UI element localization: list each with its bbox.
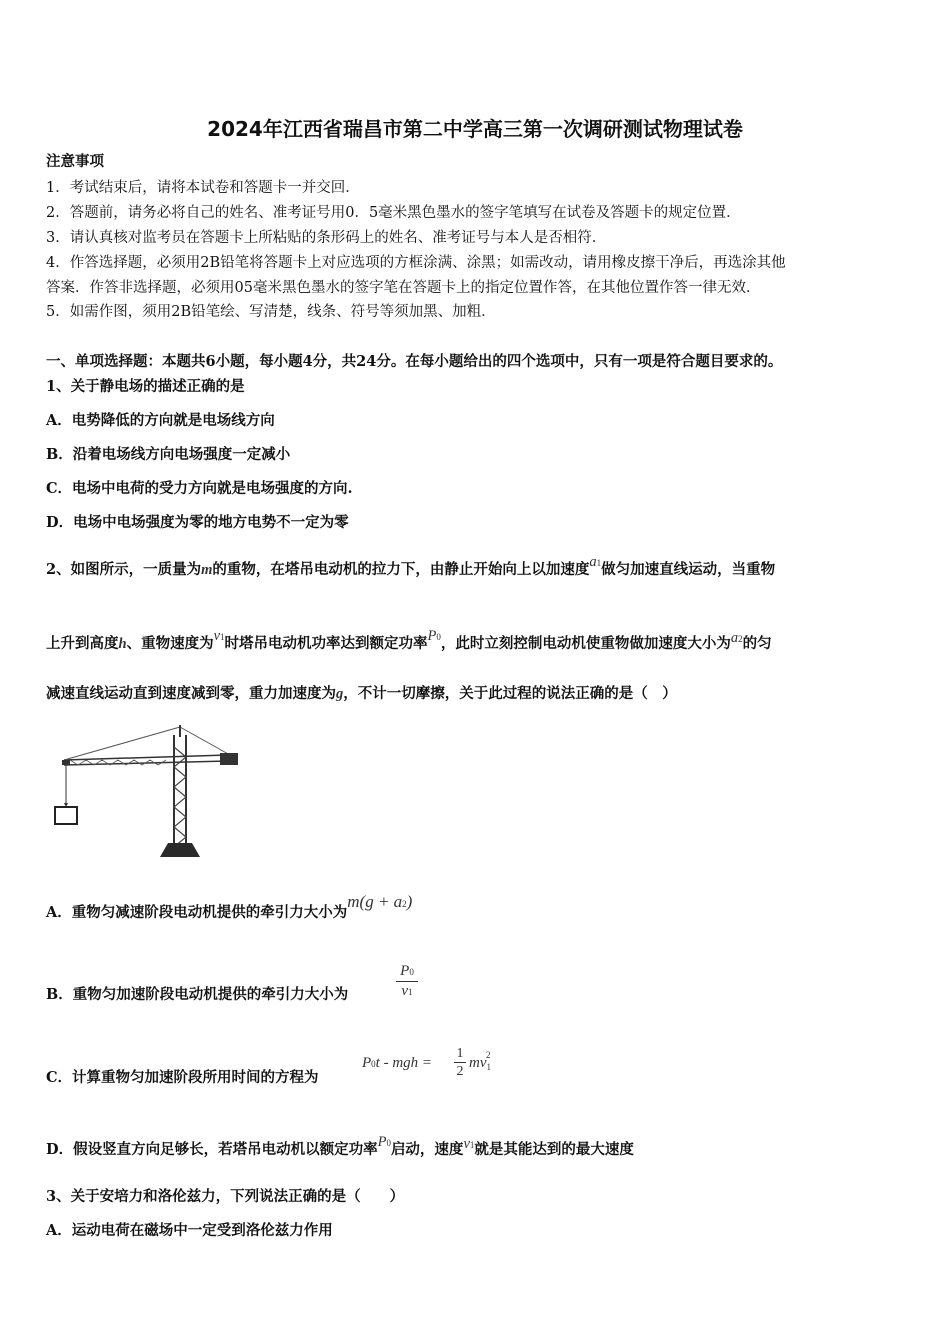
- page-title: 2024年江西省瑞昌市第二中学高三第一次调研测试物理试卷: [207, 117, 743, 141]
- q2-option-d: D．假设竖直方向足够长，若塔吊电动机以额定功率P0启动，速度v1就是其能达到的最大速度: [46, 1134, 634, 1158]
- notice-item: 2．答题前，请务必将自己的姓名、准考证号用0．5毫米黑色墨水的签字笔填写在试卷及答题卡的规定位置．: [46, 205, 741, 221]
- q3-stem: 3、关于安培力和洛伦兹力，下列说法正确的是（ ）: [46, 1188, 405, 1205]
- section-heading: 一、单项选择题：本题共6小题，每小题4分，共24分。在每小题给出的四个选项中，只有一项是符合题目要求的。: [46, 353, 783, 370]
- q2-option-a: A．重物匀减速阶段电动机提供的牵引力大小为m(g + a2): [46, 892, 413, 921]
- q3-option-a: A．运动电荷在磁场中一定受到洛伦兹力作用: [46, 1222, 333, 1239]
- q1-option-a: A．电势降低的方向就是电场线方向: [46, 412, 275, 429]
- notice-item: 5．如需作图，须用2B铅笔绘、写清楚，线条、符号等须加黑、加粗．: [46, 304, 496, 320]
- q2-option-b-fraction: P0 v1: [396, 962, 418, 1001]
- q2-option-b: B．重物匀加速阶段电动机提供的牵引力大小为: [46, 986, 349, 1003]
- q2-stem-line3: 减速直线运动直到速度减到零，重力加速度为g，不计一切摩擦，关于此过程的说法正确的是（ ）: [46, 685, 677, 702]
- crane-mast: [174, 735, 186, 850]
- notice-item: 1．考试结束后，请将本试卷和答题卡一并交回．: [46, 180, 360, 196]
- crane-base: [160, 843, 200, 857]
- q2-stem-line1: 2、如图所示，一质量为m的重物，在塔吊电动机的拉力下，由静止开始向上以加速度a1做匀加速直线运动，当重物: [46, 554, 776, 578]
- crane-jib: [64, 725, 230, 765]
- crane-trolley: [62, 760, 70, 765]
- q2-option-c: C．计算重物匀加速阶段所用时间的方程为: [46, 1069, 319, 1086]
- q1-option-d: D．电场中电场强度为零的地方电势不一定为零: [46, 514, 349, 531]
- q1-option-c: C．电场中电荷的受力方向就是电场强度的方向.: [46, 480, 353, 497]
- crane-load: [55, 807, 77, 824]
- notice-item: 3．请认真核对监考员在答题卡上所粘贴的条形码上的姓名、准考证号与本人是否相符．: [46, 230, 607, 246]
- tower-crane-figure: [50, 725, 250, 865]
- notice-item: 答案．作答非选择题，必须用05毫米黑色墨水的签字笔在答题卡上的指定位置作答，在其他位置作答一律无效．: [46, 280, 761, 296]
- notice-heading: 注意事项: [46, 153, 104, 170]
- q2-stem-line2: 上升到高度h、重物速度为v1时塔吊电动机功率达到额定功率P0，此时立刻控制电动机使重物做加速度大小为a2的匀: [46, 628, 772, 652]
- q1-stem: 1、关于静电场的描述正确的是: [46, 378, 245, 395]
- notice-item: 4．作答选择题，必须用2B铅笔将答题卡上对应选项的方框涂满、涂黑；如需改动，请用橡皮擦干净后，再选涂其他: [46, 255, 786, 271]
- crane-counterweight: [220, 753, 238, 765]
- q1-option-b: B．沿着电场线方向电场强度一定减小: [46, 446, 291, 463]
